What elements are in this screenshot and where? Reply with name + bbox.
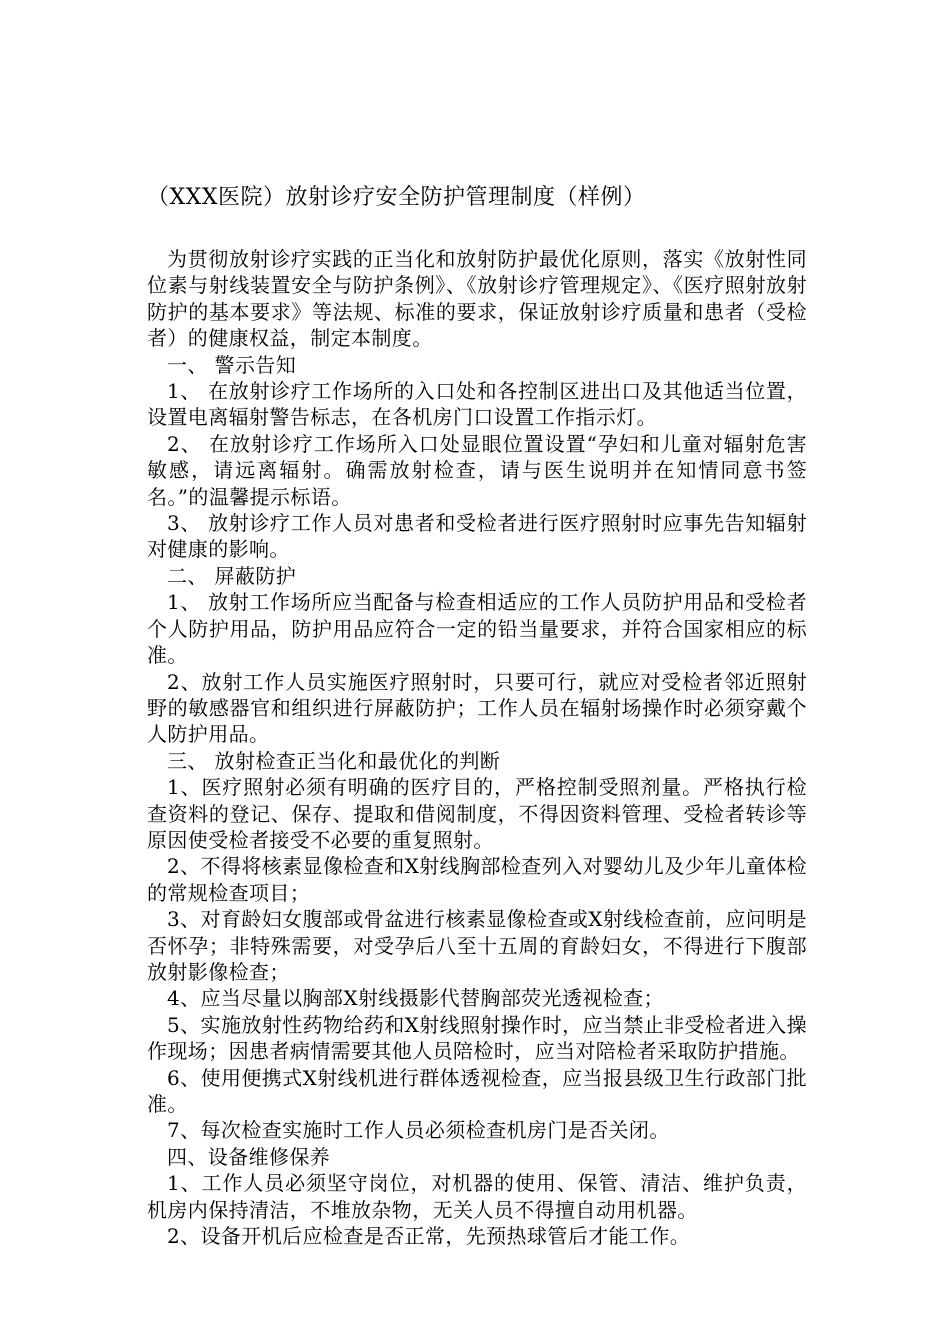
section-heading-justification: 三、 放射检查正当化和最优化的判断 [167, 748, 501, 773]
intro-paragraph: 为贯彻放射诊疗实践的正当化和放射防护最优化原则，落实《放射性同位素与射线装置安全与防护条例》、《放射诊疗管理规定》、《医疗照射放射防护的基本要求》等法规、标准的要求，保证放射诊疗质量和患者（受检者）的健康权益，制定本制度。 [147, 247, 807, 351]
paragraph-item: 2、设备开机后应检查是否正常，先预热球管后才能工作。 [167, 1224, 691, 1249]
section-heading-maintenance: 四、设备维修保养 [167, 1144, 331, 1169]
paragraph-item: 4、应当尽量以胸部X射线摄影代替胸部荧光透视检查； [167, 986, 664, 1011]
paragraph-item: 1、医疗照射必须有明确的医疗目的，严格控制受照剂量。严格执行检查资料的登记、保存、提取和借阅制度，不得因资料管理、受检者转诊等原因使受检者接受不必要的重复照射。 [147, 775, 807, 852]
section-heading-shielding: 二、 屏蔽防护 [167, 563, 297, 588]
section-heading-warning: 一、 警示告知 [167, 352, 297, 377]
paragraph-item: 5、实施放射性药物给药和X射线照射操作时，应当禁止非受检者进入操作现场；因患者病情需要其他人员陪检时，应当对陪检者采取防护措施。 [147, 1012, 807, 1064]
paragraph-item: 1、工作人员必须坚守岗位，对机器的使用、保管、清洁、维护负责，机房内保持清洁，不堆放杂物，无关人员不得擅自动用机器。 [147, 1171, 807, 1222]
paragraph-item: 2、 在放射诊疗工作场所入口处显眼位置设置“孕妇和儿童对辐射危害敏感，请远离辐射。确需放射检查，请与医生说明并在知情同意书签名。”的温馨提示标语。 [147, 431, 807, 509]
paragraph-item: 7、每次检查实施时工作人员必须检查机房门是否关闭。 [167, 1118, 670, 1143]
document-body [147, 246, 807, 1249]
paragraph-item: 2、不得将核素显像检查和X射线胸部检查列入对婴幼儿及少年儿童体检的常规检查项目； [147, 854, 807, 905]
paragraph-item: 2、放射工作人员实施医疗照射时，只要可行，就应对受检者邻近照射野的敏感器官和组织进行屏蔽防护；工作人员在辐射场操作时必须穿戴个人防护用品。 [147, 669, 807, 747]
paragraph-item: 3、 放射诊疗工作人员对患者和受检者进行医疗照射时应事先告知辐射对健康的影响。 [147, 511, 807, 562]
paragraph-item: 3、对育龄妇女腹部或骨盆进行核素显像检查或X射线检查前，应问明是否怀孕；非特殊需要，对受孕后八至十五周的育龄妇女，不得进行下腹部放射影像检查； [147, 907, 807, 984]
paragraph-item: 6、使用便携式X射线机进行群体透视检查，应当报县级卫生行政部门批准。 [147, 1065, 807, 1116]
paragraph-item: 1、 在放射诊疗工作场所的入口处和各控制区进出口及其他适当位置，设置电离辐射警告标志，在各机房门口设置工作指示灯。 [147, 379, 807, 430]
paragraph-item: 1、 放射工作场所应当配备与检查相适应的工作人员防护用品和受检者个人防护用品，防护用品应符合一定的铅当量要求，并符合国家相应的标准。 [147, 590, 807, 668]
document-title: （XXX医院）放射诊疗安全防护管理制度（样例） [147, 185, 646, 210]
